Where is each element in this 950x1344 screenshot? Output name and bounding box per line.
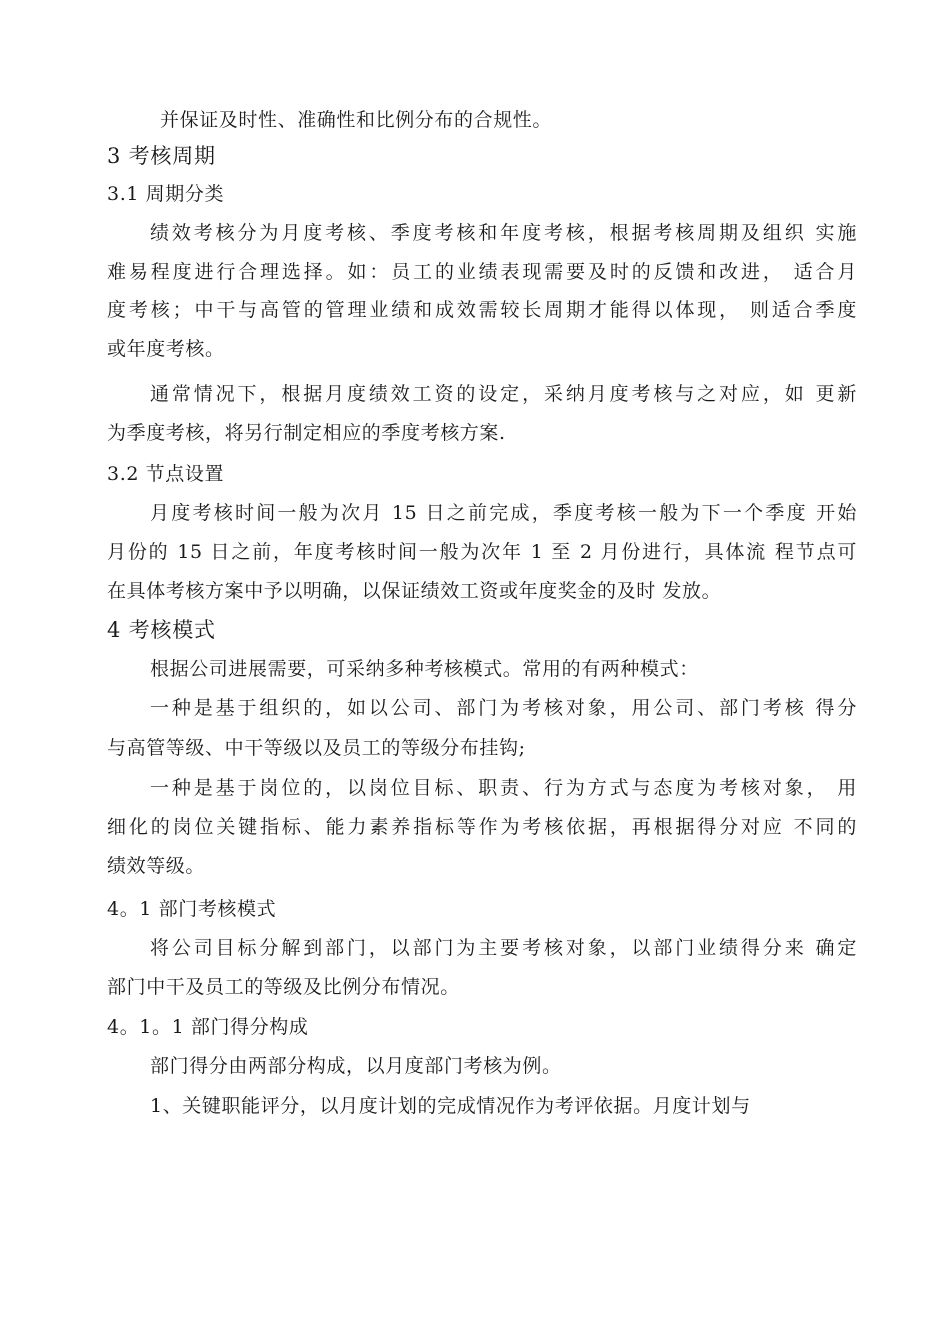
subsection-heading-3-1: 3.1 周期分类 [107, 183, 225, 205]
paragraph-line: 部门中干及员工的等级及比例分布情况。 [107, 976, 460, 998]
paragraph-line: 部门得分由两部分构成，以月度部门考核为例。 [150, 1055, 562, 1077]
paragraph-line: 或年度考核。 [107, 338, 225, 360]
subsection-heading-3-2: 3.2 节点设置 [107, 463, 225, 485]
paragraph-line: 绩效等级。 [107, 855, 206, 877]
paragraph-line: 一种是基于组织的，如以公司、部门为考核对象，用公司、部门考核 得分 [150, 697, 857, 719]
paragraph-line: 细化的岗位关键指标、能力素养指标等作为考核依据，再根据得分对应 不同的 [107, 816, 857, 838]
paragraph-line: 根据公司进展需要，可采纳多种考核模式。常用的有两种模式： [150, 658, 699, 680]
section-heading-3: 3 考核周期 [107, 144, 216, 168]
paragraph-line: 并保证及时性、准确性和比例分布的合规性。 [160, 109, 553, 131]
paragraph-line: 月份的 15 日之前，年度考核时间一般为次年 1 至 2 月份进行，具体流 程节点可 [107, 541, 857, 563]
paragraph-line: 月度考核时间一般为次月 15 日之前完成，季度考核一般为下一个季度 开始 [150, 502, 857, 524]
paragraph-line: 与高管等级、中干等级以及员工的等级分布挂钩; [107, 737, 526, 759]
subsection-heading-4-1-1: 4。1。1 部门得分构成 [107, 1016, 309, 1038]
paragraph-line: 通常情况下，根据月度绩效工资的设定，采纳月度考核与之对应，如 更新 [150, 383, 857, 405]
paragraph-line: 一种是基于岗位的，以岗位目标、职责、行为方式与态度为考核对象， 用 [150, 777, 857, 799]
paragraph-line: 将公司目标分解到部门，以部门为主要考核对象，以部门业绩得分来 确定 [150, 937, 857, 959]
paragraph-line: 在具体考核方案中予以明确，以保证绩效工资或年度奖金的及时 发放。 [107, 580, 722, 602]
paragraph-line: 绩效考核分为月度考核、季度考核和年度考核，根据考核周期及组织 实施 [150, 222, 857, 244]
paragraph-line: 1、关键职能评分，以月度计划的完成情况作为考评依据。月度计划与 [150, 1095, 751, 1117]
section-heading-4: 4 考核模式 [107, 618, 216, 642]
paragraph-line: 难易程度进行合理选择。如：员工的业绩表现需要及时的反馈和改进， 适合月 [107, 261, 857, 283]
paragraph-line: 度考核；中干与高管的管理业绩和成效需较长周期才能得以体现， 则适合季度 [107, 299, 857, 321]
paragraph-line: 为季度考核，将另行制定相应的季度考核方案. [107, 422, 506, 444]
subsection-heading-4-1: 4。1 部门考核模式 [107, 898, 277, 920]
